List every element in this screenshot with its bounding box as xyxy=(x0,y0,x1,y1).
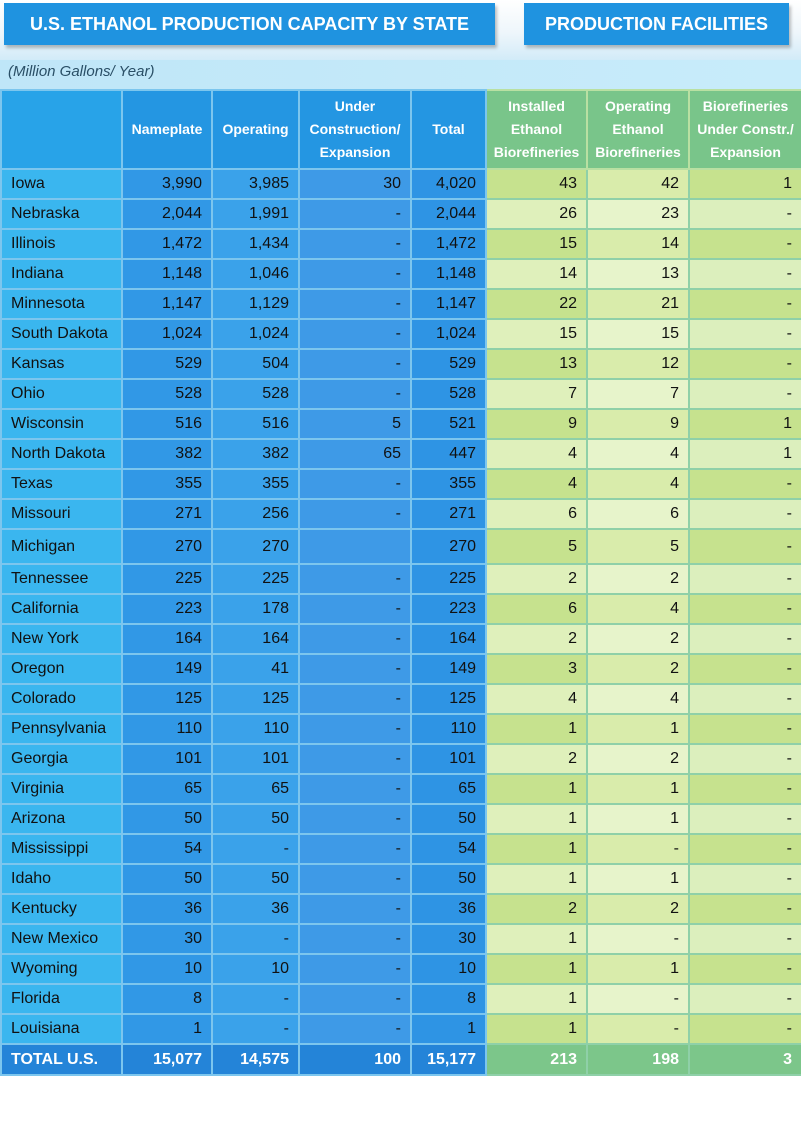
total-under-construction-biorefineries-cell: 3 xyxy=(689,1044,801,1075)
state-cell: Illinois xyxy=(1,229,122,259)
under-construction-biorefineries-cell: - xyxy=(689,684,801,714)
operating-biorefineries-cell: 6 xyxy=(587,499,689,529)
installed-cell: 1 xyxy=(486,864,587,894)
installed-cell: 2 xyxy=(486,564,587,594)
operating-cell: 516 xyxy=(212,409,299,439)
installed-cell: 1 xyxy=(486,924,587,954)
ethanol-capacity-table xyxy=(0,89,801,1076)
operating-cell: 36 xyxy=(212,894,299,924)
installed-cell: 1 xyxy=(486,1014,587,1044)
operating-biorefineries-cell: 1 xyxy=(587,774,689,804)
table-row xyxy=(1,259,801,289)
total-cell: 1,148 xyxy=(411,259,486,289)
total-cell: 8 xyxy=(411,984,486,1014)
under-construction-cell xyxy=(299,529,411,564)
total-cell: 50 xyxy=(411,864,486,894)
installed-cell: 26 xyxy=(486,199,587,229)
under-construction-biorefineries-cell: - xyxy=(689,894,801,924)
operating-cell: 178 xyxy=(212,594,299,624)
total-cell: 149 xyxy=(411,654,486,684)
under-construction-biorefineries-cell: - xyxy=(689,804,801,834)
table-row xyxy=(1,199,801,229)
operating-biorefineries-cell: 7 xyxy=(587,379,689,409)
col-header-installed-biorefineries: Installed Ethanol Biorefineries xyxy=(486,90,587,169)
table-row xyxy=(1,804,801,834)
state-cell: Idaho xyxy=(1,864,122,894)
total-cell: 271 xyxy=(411,499,486,529)
installed-cell: 2 xyxy=(486,894,587,924)
table-row xyxy=(1,439,801,469)
under-construction-cell: 65 xyxy=(299,439,411,469)
operating-biorefineries-cell: 13 xyxy=(587,259,689,289)
table-row xyxy=(1,379,801,409)
under-construction-biorefineries-cell: - xyxy=(689,714,801,744)
under-construction-biorefineries-cell: - xyxy=(689,924,801,954)
state-cell: Wyoming xyxy=(1,954,122,984)
installed-cell: 1 xyxy=(486,774,587,804)
table-row xyxy=(1,169,801,199)
operating-biorefineries-cell: 2 xyxy=(587,654,689,684)
under-construction-cell: - xyxy=(299,289,411,319)
col-header-operating-biorefineries: Operating Ethanol Biorefineries xyxy=(587,90,689,169)
nameplate-cell: 1,148 xyxy=(122,259,212,289)
installed-cell: 4 xyxy=(486,439,587,469)
nameplate-cell: 125 xyxy=(122,684,212,714)
installed-cell: 1 xyxy=(486,984,587,1014)
operating-biorefineries-cell: 1 xyxy=(587,804,689,834)
facilities-title: PRODUCTION FACILITIES xyxy=(524,3,789,45)
capacity-title: U.S. ETHANOL PRODUCTION CAPACITY BY STATE xyxy=(4,3,495,45)
operating-cell: 1,046 xyxy=(212,259,299,289)
operating-cell: 125 xyxy=(212,684,299,714)
table-row xyxy=(1,894,801,924)
under-construction-biorefineries-cell: - xyxy=(689,469,801,499)
installed-cell: 1 xyxy=(486,954,587,984)
state-cell: Minnesota xyxy=(1,289,122,319)
state-cell: Louisiana xyxy=(1,1014,122,1044)
operating-cell: 1,434 xyxy=(212,229,299,259)
state-cell: Iowa xyxy=(1,169,122,199)
total-cell: 30 xyxy=(411,924,486,954)
under-construction-biorefineries-cell: 1 xyxy=(689,409,801,439)
total-cell: 1,024 xyxy=(411,319,486,349)
total-cell: 447 xyxy=(411,439,486,469)
table-row xyxy=(1,714,801,744)
state-cell: Virginia xyxy=(1,774,122,804)
col-header-nameplate: Nameplate xyxy=(122,90,212,169)
operating-cell: 256 xyxy=(212,499,299,529)
operating-cell: 355 xyxy=(212,469,299,499)
under-construction-biorefineries-cell: 1 xyxy=(689,439,801,469)
col-header-biorefineries-under-construction: Biorefineries Under Constr./ Expansion xyxy=(689,90,801,169)
table-body xyxy=(1,169,801,1075)
state-cell: Ohio xyxy=(1,379,122,409)
operating-biorefineries-cell: 4 xyxy=(587,439,689,469)
table-row xyxy=(1,744,801,774)
operating-biorefineries-cell: 1 xyxy=(587,714,689,744)
operating-cell: 1,991 xyxy=(212,199,299,229)
under-construction-biorefineries-cell: - xyxy=(689,744,801,774)
under-construction-biorefineries-cell: - xyxy=(689,654,801,684)
total-under-construction-cell: 100 xyxy=(299,1044,411,1075)
state-cell: Georgia xyxy=(1,744,122,774)
under-construction-cell: - xyxy=(299,654,411,684)
operating-cell: 41 xyxy=(212,654,299,684)
state-cell: Indiana xyxy=(1,259,122,289)
total-cell: 110 xyxy=(411,714,486,744)
total-cell: 2,044 xyxy=(411,199,486,229)
operating-cell: 50 xyxy=(212,804,299,834)
state-cell: Oregon xyxy=(1,654,122,684)
operating-biorefineries-cell: 2 xyxy=(587,624,689,654)
operating-biorefineries-cell: - xyxy=(587,834,689,864)
nameplate-cell: 223 xyxy=(122,594,212,624)
table-row xyxy=(1,1014,801,1044)
nameplate-cell: 1,147 xyxy=(122,289,212,319)
operating-cell: - xyxy=(212,1014,299,1044)
total-cell: 50 xyxy=(411,804,486,834)
table-row xyxy=(1,984,801,1014)
under-construction-biorefineries-cell: - xyxy=(689,199,801,229)
under-construction-biorefineries-cell: - xyxy=(689,349,801,379)
installed-cell: 7 xyxy=(486,379,587,409)
installed-cell: 14 xyxy=(486,259,587,289)
installed-cell: 15 xyxy=(486,229,587,259)
nameplate-cell: 1,024 xyxy=(122,319,212,349)
nameplate-cell: 50 xyxy=(122,864,212,894)
subtitle-band xyxy=(0,60,801,89)
installed-cell: 4 xyxy=(486,684,587,714)
installed-cell: 4 xyxy=(486,469,587,499)
total-installed-cell: 213 xyxy=(486,1044,587,1075)
operating-biorefineries-cell: 23 xyxy=(587,199,689,229)
operating-cell: - xyxy=(212,924,299,954)
nameplate-cell: 149 xyxy=(122,654,212,684)
under-construction-cell: - xyxy=(299,349,411,379)
under-construction-cell: - xyxy=(299,1014,411,1044)
nameplate-cell: 164 xyxy=(122,624,212,654)
table-row xyxy=(1,654,801,684)
under-construction-cell: - xyxy=(299,774,411,804)
total-state-cell: TOTAL U.S. xyxy=(1,1044,122,1075)
operating-cell: 504 xyxy=(212,349,299,379)
table-row xyxy=(1,229,801,259)
installed-cell: 2 xyxy=(486,624,587,654)
state-cell: Michigan xyxy=(1,529,122,564)
installed-cell: 6 xyxy=(486,594,587,624)
under-construction-cell: 30 xyxy=(299,169,411,199)
operating-cell: - xyxy=(212,834,299,864)
total-operating-biorefineries-cell: 198 xyxy=(587,1044,689,1075)
table-row xyxy=(1,864,801,894)
table-row xyxy=(1,319,801,349)
header-row xyxy=(1,90,801,169)
state-cell: North Dakota xyxy=(1,439,122,469)
under-construction-cell: - xyxy=(299,714,411,744)
nameplate-cell: 1 xyxy=(122,1014,212,1044)
nameplate-cell: 30 xyxy=(122,924,212,954)
total-cell: 164 xyxy=(411,624,486,654)
under-construction-biorefineries-cell: - xyxy=(689,289,801,319)
operating-biorefineries-cell: 15 xyxy=(587,319,689,349)
under-construction-cell: - xyxy=(299,864,411,894)
operating-biorefineries-cell: 9 xyxy=(587,409,689,439)
installed-cell: 3 xyxy=(486,654,587,684)
nameplate-cell: 2,044 xyxy=(122,199,212,229)
under-construction-biorefineries-cell: - xyxy=(689,864,801,894)
installed-cell: 6 xyxy=(486,499,587,529)
state-cell: South Dakota xyxy=(1,319,122,349)
table-row xyxy=(1,469,801,499)
under-construction-cell: - xyxy=(299,834,411,864)
installed-cell: 9 xyxy=(486,409,587,439)
installed-cell: 43 xyxy=(486,169,587,199)
total-operating-cell: 14,575 xyxy=(212,1044,299,1075)
col-header-state xyxy=(1,90,122,169)
operating-cell: 1,129 xyxy=(212,289,299,319)
installed-cell: 15 xyxy=(486,319,587,349)
under-construction-biorefineries-cell: - xyxy=(689,954,801,984)
operating-biorefineries-cell: 14 xyxy=(587,229,689,259)
operating-biorefineries-cell: - xyxy=(587,984,689,1014)
nameplate-cell: 516 xyxy=(122,409,212,439)
installed-cell: 13 xyxy=(486,349,587,379)
state-cell: Mississippi xyxy=(1,834,122,864)
total-total-cell: 15,177 xyxy=(411,1044,486,1075)
total-cell: 1 xyxy=(411,1014,486,1044)
total-cell: 1,147 xyxy=(411,289,486,319)
total-cell: 101 xyxy=(411,744,486,774)
total-cell: 10 xyxy=(411,954,486,984)
under-construction-cell: - xyxy=(299,984,411,1014)
col-header-total: Total xyxy=(411,90,486,169)
under-construction-cell: - xyxy=(299,199,411,229)
under-construction-cell: - xyxy=(299,954,411,984)
state-cell: Kentucky xyxy=(1,894,122,924)
table-row xyxy=(1,624,801,654)
table-row xyxy=(1,924,801,954)
installed-cell: 1 xyxy=(486,804,587,834)
under-construction-biorefineries-cell: - xyxy=(689,379,801,409)
total-cell: 36 xyxy=(411,894,486,924)
state-cell: Missouri xyxy=(1,499,122,529)
nameplate-cell: 270 xyxy=(122,529,212,564)
total-row xyxy=(1,1044,801,1075)
table-row xyxy=(1,594,801,624)
under-construction-cell: - xyxy=(299,564,411,594)
under-construction-biorefineries-cell: 1 xyxy=(689,169,801,199)
nameplate-cell: 382 xyxy=(122,439,212,469)
state-cell: New Mexico xyxy=(1,924,122,954)
under-construction-cell: - xyxy=(299,684,411,714)
under-construction-biorefineries-cell: - xyxy=(689,319,801,349)
total-cell: 1,472 xyxy=(411,229,486,259)
state-cell: Arizona xyxy=(1,804,122,834)
under-construction-biorefineries-cell: - xyxy=(689,564,801,594)
units-subtitle: (Million Gallons/ Year) xyxy=(8,63,155,80)
operating-cell: 1,024 xyxy=(212,319,299,349)
state-cell: Kansas xyxy=(1,349,122,379)
operating-biorefineries-cell: 1 xyxy=(587,954,689,984)
total-cell: 225 xyxy=(411,564,486,594)
under-construction-cell: - xyxy=(299,379,411,409)
nameplate-cell: 110 xyxy=(122,714,212,744)
nameplate-cell: 225 xyxy=(122,564,212,594)
under-construction-biorefineries-cell: - xyxy=(689,984,801,1014)
state-cell: Colorado xyxy=(1,684,122,714)
installed-cell: 22 xyxy=(486,289,587,319)
state-cell: Florida xyxy=(1,984,122,1014)
under-construction-cell: 5 xyxy=(299,409,411,439)
col-header-operating: Operating xyxy=(212,90,299,169)
operating-biorefineries-cell: 2 xyxy=(587,564,689,594)
state-cell: Nebraska xyxy=(1,199,122,229)
table-row xyxy=(1,684,801,714)
under-construction-biorefineries-cell: - xyxy=(689,774,801,804)
operating-cell: 164 xyxy=(212,624,299,654)
nameplate-cell: 50 xyxy=(122,804,212,834)
table-row xyxy=(1,409,801,439)
nameplate-cell: 3,990 xyxy=(122,169,212,199)
under-construction-biorefineries-cell: - xyxy=(689,229,801,259)
operating-cell: 528 xyxy=(212,379,299,409)
under-construction-cell: - xyxy=(299,319,411,349)
nameplate-cell: 1,472 xyxy=(122,229,212,259)
operating-cell: 382 xyxy=(212,439,299,469)
total-cell: 521 xyxy=(411,409,486,439)
operating-cell: 50 xyxy=(212,864,299,894)
operating-biorefineries-cell: - xyxy=(587,1014,689,1044)
operating-cell: 10 xyxy=(212,954,299,984)
nameplate-cell: 529 xyxy=(122,349,212,379)
table-row xyxy=(1,564,801,594)
operating-cell: - xyxy=(212,984,299,1014)
table-row xyxy=(1,499,801,529)
operating-biorefineries-cell: - xyxy=(587,924,689,954)
installed-cell: 2 xyxy=(486,744,587,774)
under-construction-cell: - xyxy=(299,259,411,289)
nameplate-cell: 65 xyxy=(122,774,212,804)
operating-biorefineries-cell: 4 xyxy=(587,469,689,499)
operating-cell: 270 xyxy=(212,529,299,564)
under-construction-biorefineries-cell: - xyxy=(689,1014,801,1044)
total-cell: 54 xyxy=(411,834,486,864)
nameplate-cell: 10 xyxy=(122,954,212,984)
table-row xyxy=(1,774,801,804)
under-construction-cell: - xyxy=(299,894,411,924)
under-construction-biorefineries-cell: - xyxy=(689,529,801,564)
under-construction-cell: - xyxy=(299,229,411,259)
operating-biorefineries-cell: 2 xyxy=(587,894,689,924)
operating-biorefineries-cell: 2 xyxy=(587,744,689,774)
state-cell: Pennsylvania xyxy=(1,714,122,744)
installed-cell: 1 xyxy=(486,834,587,864)
operating-biorefineries-cell: 4 xyxy=(587,684,689,714)
under-construction-cell: - xyxy=(299,499,411,529)
total-nameplate-cell: 15,077 xyxy=(122,1044,212,1075)
state-cell: Tennessee xyxy=(1,564,122,594)
operating-cell: 101 xyxy=(212,744,299,774)
operating-biorefineries-cell: 42 xyxy=(587,169,689,199)
table-row xyxy=(1,529,801,564)
table-row xyxy=(1,289,801,319)
under-construction-cell: - xyxy=(299,744,411,774)
table-row xyxy=(1,349,801,379)
under-construction-cell: - xyxy=(299,469,411,499)
under-construction-biorefineries-cell: - xyxy=(689,594,801,624)
nameplate-cell: 8 xyxy=(122,984,212,1014)
total-cell: 355 xyxy=(411,469,486,499)
operating-cell: 110 xyxy=(212,714,299,744)
state-cell: Wisconsin xyxy=(1,409,122,439)
total-cell: 528 xyxy=(411,379,486,409)
operating-biorefineries-cell: 1 xyxy=(587,864,689,894)
under-construction-biorefineries-cell: - xyxy=(689,499,801,529)
nameplate-cell: 355 xyxy=(122,469,212,499)
under-construction-biorefineries-cell: - xyxy=(689,834,801,864)
under-construction-biorefineries-cell: - xyxy=(689,624,801,654)
under-construction-cell: - xyxy=(299,594,411,624)
operating-biorefineries-cell: 4 xyxy=(587,594,689,624)
state-cell: California xyxy=(1,594,122,624)
nameplate-cell: 271 xyxy=(122,499,212,529)
operating-biorefineries-cell: 12 xyxy=(587,349,689,379)
nameplate-cell: 101 xyxy=(122,744,212,774)
nameplate-cell: 36 xyxy=(122,894,212,924)
operating-cell: 65 xyxy=(212,774,299,804)
col-header-under-construction: Under Construction/ Expansion xyxy=(299,90,411,169)
under-construction-biorefineries-cell: - xyxy=(689,259,801,289)
nameplate-cell: 54 xyxy=(122,834,212,864)
operating-cell: 3,985 xyxy=(212,169,299,199)
table-row xyxy=(1,954,801,984)
total-cell: 125 xyxy=(411,684,486,714)
installed-cell: 1 xyxy=(486,714,587,744)
table-row xyxy=(1,834,801,864)
operating-cell: 225 xyxy=(212,564,299,594)
under-construction-cell: - xyxy=(299,804,411,834)
installed-cell: 5 xyxy=(486,529,587,564)
under-construction-cell: - xyxy=(299,624,411,654)
state-cell: Texas xyxy=(1,469,122,499)
total-cell: 65 xyxy=(411,774,486,804)
total-cell: 4,020 xyxy=(411,169,486,199)
operating-biorefineries-cell: 21 xyxy=(587,289,689,319)
total-cell: 529 xyxy=(411,349,486,379)
operating-biorefineries-cell: 5 xyxy=(587,529,689,564)
under-construction-cell: - xyxy=(299,924,411,954)
total-cell: 270 xyxy=(411,529,486,564)
nameplate-cell: 528 xyxy=(122,379,212,409)
state-cell: New York xyxy=(1,624,122,654)
total-cell: 223 xyxy=(411,594,486,624)
